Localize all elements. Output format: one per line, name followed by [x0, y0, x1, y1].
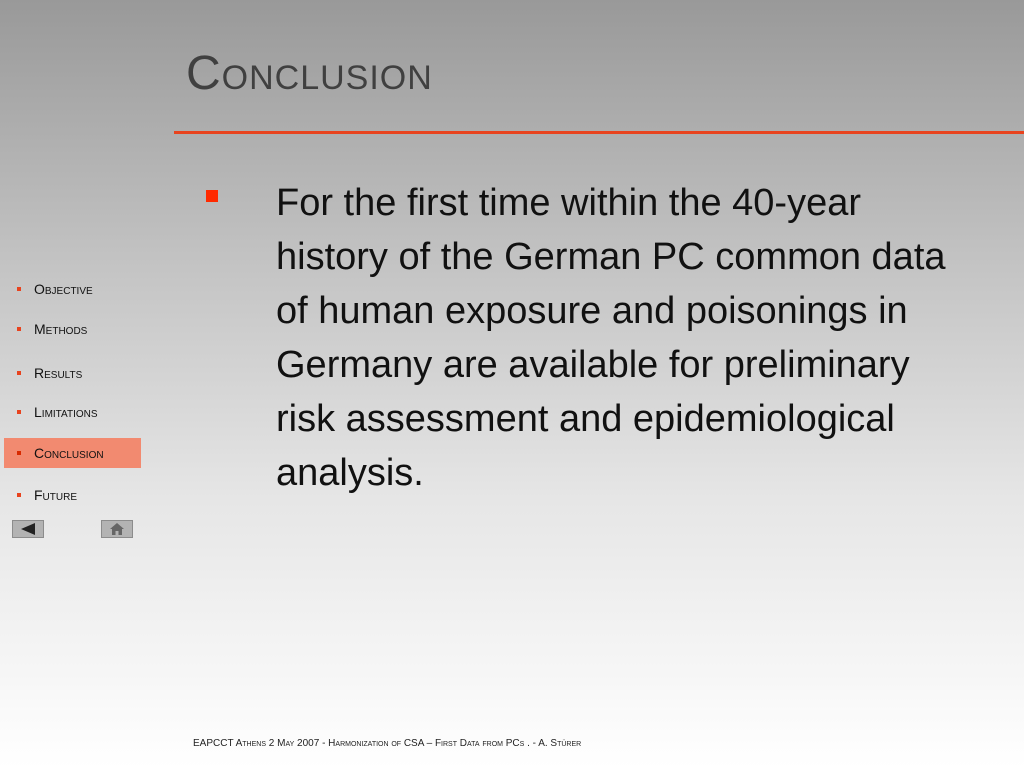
bullet-item [200, 176, 990, 500]
triangle-left-icon [20, 523, 36, 535]
bullet-square-icon [17, 327, 21, 331]
bullet-square-icon [17, 287, 21, 291]
navigation-controls [12, 520, 133, 539]
bullet-square-icon [17, 371, 21, 375]
bullet-square-icon [17, 410, 21, 414]
bullet-square-icon [17, 493, 21, 497]
nav-item-label: Limitations [34, 404, 98, 420]
nav-item-limitations[interactable] [4, 397, 141, 427]
footer-text: EAPCCT Athens 2 May 2007 - Harmonization of CSA – First Data from PCs . - A. Stürer [193, 738, 582, 749]
nav-item-label: Future [34, 487, 77, 503]
nav-item-label: Conclusion [34, 445, 104, 461]
back-button[interactable] [12, 520, 44, 538]
nav-item-future[interactable] [4, 480, 141, 510]
nav-item-results[interactable] [4, 358, 141, 388]
home-icon [110, 523, 124, 535]
nav-item-label: Results [34, 365, 83, 381]
bullet-square-icon [206, 190, 218, 202]
nav-item-methods[interactable] [4, 314, 141, 344]
bullet-square-icon [17, 451, 21, 455]
home-button[interactable] [101, 520, 133, 538]
title-underline [174, 131, 1024, 134]
bullet-text: For the first time within the 40-year history of the German PC common data of human exposure and poisonings in Germany are available for preliminary risk assessment and epidemiological analysis. [276, 182, 946, 494]
page-title: Conclusion [186, 47, 433, 100]
nav-item-label: Objective [34, 281, 93, 297]
nav-item-objective[interactable] [4, 274, 141, 304]
nav-item-conclusion[interactable] [4, 438, 141, 468]
nav-item-label: Methods [34, 321, 88, 337]
content-area [200, 176, 990, 500]
